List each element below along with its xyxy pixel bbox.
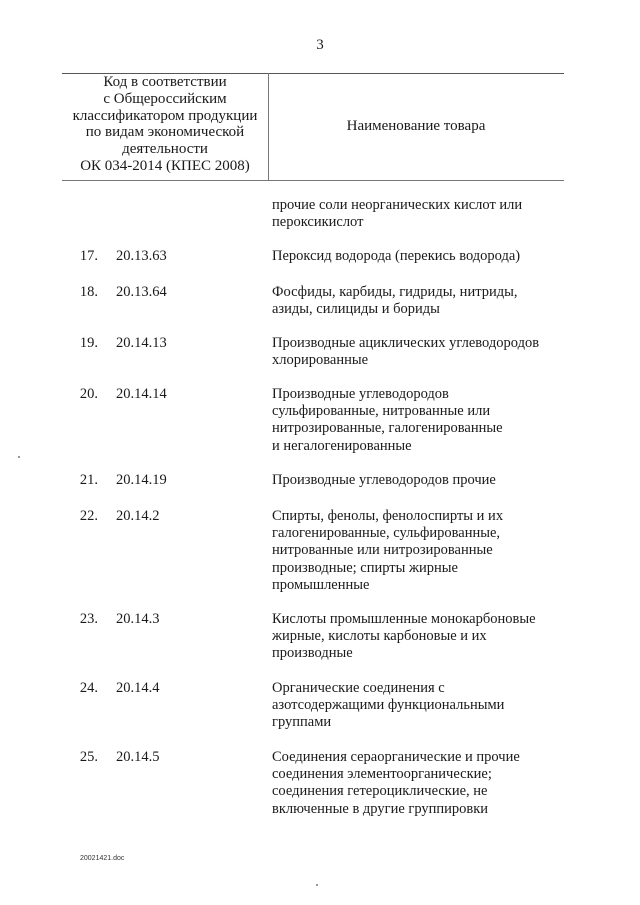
row-code: 20.14.19: [116, 472, 167, 488]
name-line: промышленные: [272, 576, 370, 593]
row-name: [272, 472, 562, 489]
row-number: 20.: [79, 386, 98, 402]
header-code-line: Код в соответствии: [103, 74, 227, 90]
name-line: азотсодержащими функциональными: [272, 697, 505, 714]
name-line: хлорированные: [272, 352, 369, 369]
name-line: Соединения сераорганические и прочие: [272, 749, 520, 765]
page-number: 3: [316, 37, 324, 53]
name-line: нитрованные или нитрозированные: [272, 542, 493, 559]
file-name-footer: 20021421.doc: [80, 855, 125, 862]
row-name: [272, 508, 562, 594]
name-line: включенные в другие группировки: [272, 800, 489, 817]
name-line: галогенированные, сульфированные,: [272, 525, 501, 542]
name-line: производные; спирты жирные: [272, 559, 458, 576]
scan-speck: [316, 884, 318, 886]
header-code-line: с Общероссийским: [103, 90, 227, 107]
row-code: 20.14.14: [116, 386, 167, 402]
row-code: 20.14.5: [116, 749, 160, 765]
name-line: соединения элементоорганические;: [272, 766, 492, 783]
row-number: 22.: [79, 508, 98, 524]
row-code: 20.14.13: [116, 335, 167, 351]
header-code-line: по видам экономической: [85, 124, 245, 141]
continuation-text: [272, 197, 562, 231]
name-line: жирные, кислоты карбоновые и их: [272, 628, 487, 645]
row-code: 20.13.64: [116, 284, 167, 300]
name-line: Производные углеводородов: [272, 386, 449, 402]
name-line: нитрозированные, галогенированные: [272, 420, 503, 437]
table-header-rule: [62, 180, 564, 181]
name-line: Пероксид водорода (перекись водорода): [272, 248, 521, 264]
row-number: 17.: [79, 248, 98, 264]
row-code: 20.14.3: [116, 611, 160, 627]
row-name: [272, 335, 562, 369]
row-number: 24.: [79, 680, 98, 696]
name-line: группами: [272, 714, 332, 731]
scan-speck: [18, 456, 20, 458]
header-code-column: [62, 74, 268, 175]
name-line: соединения гетероциклические, не: [272, 783, 488, 800]
row-name: [272, 284, 562, 318]
name-line: Производные углеводородов прочие: [272, 472, 496, 488]
row-name: [272, 680, 562, 732]
row-code: 20.14.4: [116, 680, 160, 696]
header-code-line: классификатором продукции: [72, 107, 258, 124]
header-name-column: Наименование товара: [346, 118, 486, 134]
header-code-line: ОК 034-2014 (КПЕС 2008): [80, 157, 250, 174]
header-code-line: деятельности: [122, 141, 208, 158]
name-line: и негалогенированные: [272, 437, 412, 454]
row-name: [272, 749, 562, 818]
name-line: Органические соединения с: [272, 680, 445, 696]
row-code: 20.13.63: [116, 248, 167, 264]
name-line: Спирты, фенолы, фенолоспирты и их: [272, 508, 504, 524]
name-line: азиды, силициды и бориды: [272, 301, 440, 318]
name-line: Кислоты промышленные монокарбоновые: [272, 611, 536, 627]
row-number: 18.: [79, 284, 98, 300]
row-name: [272, 611, 562, 663]
row-name: [272, 248, 562, 265]
row-name: [272, 386, 562, 455]
row-code: 20.14.2: [116, 508, 160, 524]
name-line: Производные ациклических углеводородов: [272, 335, 540, 351]
name-line: прочие соли неорганических кислот или: [272, 197, 523, 213]
name-line: производные: [272, 645, 353, 662]
row-number: 25.: [79, 749, 98, 765]
row-number: 19.: [79, 335, 98, 351]
name-line: сульфированные, нитрованные или: [272, 403, 491, 420]
name-line: Фосфиды, карбиды, гидриды, нитриды,: [272, 284, 518, 300]
row-number: 21.: [79, 472, 98, 488]
row-number: 23.: [79, 611, 98, 627]
name-line: пероксикислот: [272, 214, 364, 231]
